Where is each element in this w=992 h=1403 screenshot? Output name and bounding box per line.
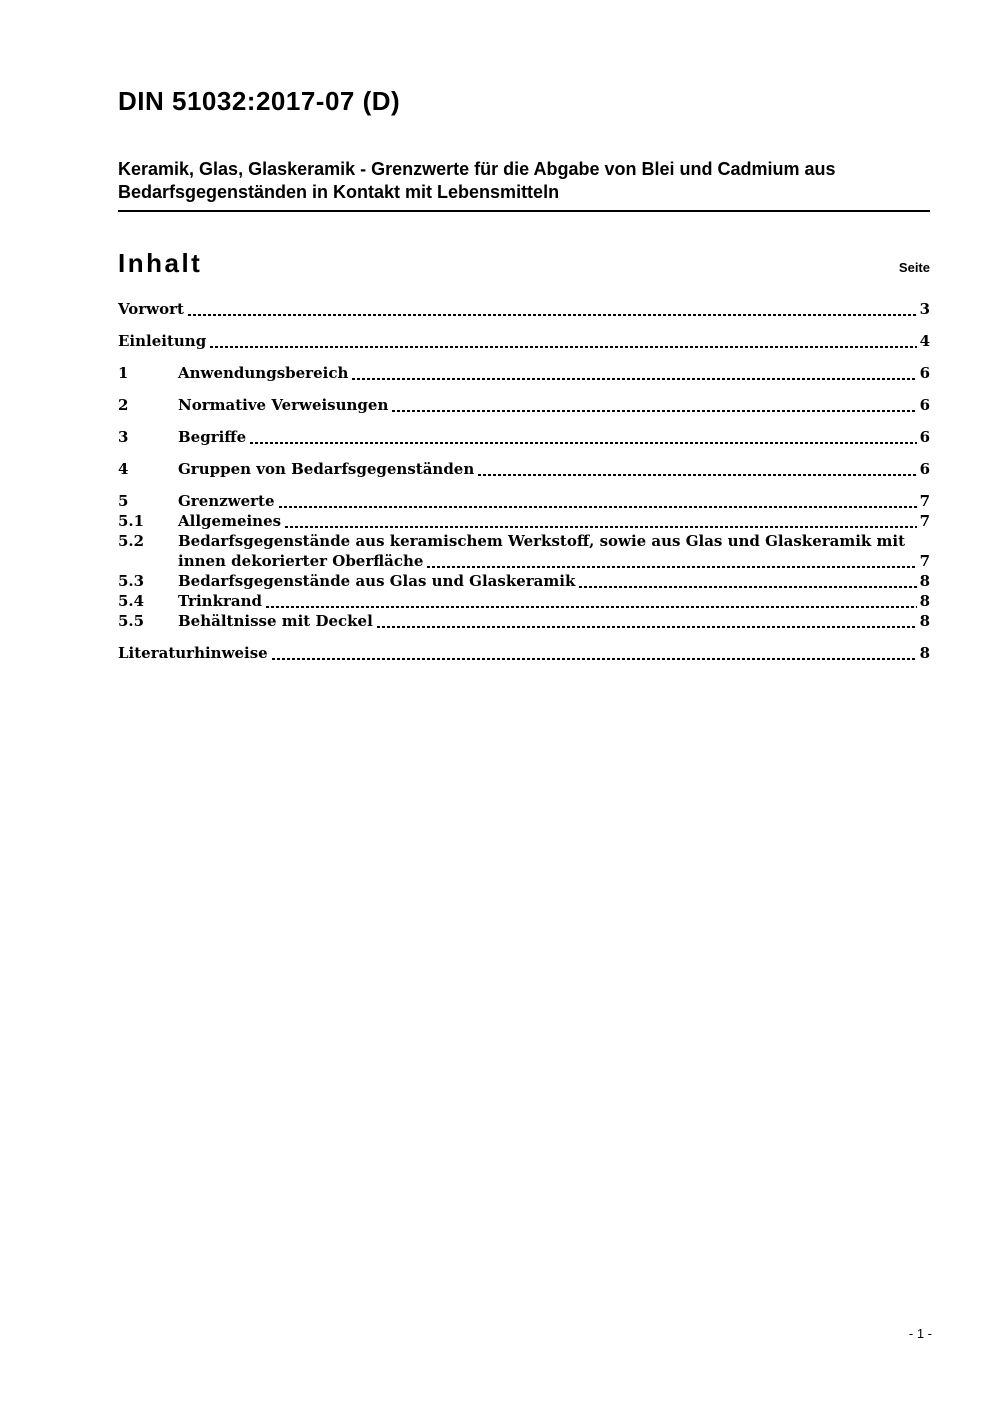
toc-entry xyxy=(118,643,930,663)
toc-entry-body xyxy=(178,427,930,447)
page-content xyxy=(118,0,930,663)
toc-entry-body xyxy=(178,491,930,511)
toc-entry-body xyxy=(178,395,930,415)
toc-entry-label: Bedarfsgegenstände aus keramischem Werkstoff, sowie aus Glas und Glaskeramik mit xyxy=(178,532,906,550)
toc-entry xyxy=(118,331,930,351)
toc-entry-page: 8 xyxy=(919,592,930,610)
dot-leader xyxy=(392,410,916,412)
toc-entry-body xyxy=(178,591,930,611)
toc-entry-body xyxy=(118,331,930,351)
toc-entry-number: 4 xyxy=(118,460,129,478)
toc-entry-body xyxy=(178,511,930,531)
toc-entry-body xyxy=(178,531,930,571)
toc-heading: Inhalt xyxy=(118,248,203,278)
toc-entry-body xyxy=(118,299,930,319)
toc-entry-number: 5 xyxy=(118,492,129,510)
dot-leader xyxy=(352,378,916,380)
page-number-footer: - 1 - xyxy=(908,1326,932,1341)
toc-entry-page: 8 xyxy=(919,572,930,590)
toc-entry-label: Begriffe xyxy=(178,428,247,446)
toc-entry-label: Vorwort xyxy=(118,300,184,318)
toc-entry-label: Behältnisse mit Deckel xyxy=(178,612,373,630)
toc-entry-label: Grenzwerte xyxy=(178,492,275,510)
toc-entry-label: Allgemeines xyxy=(178,512,282,530)
toc-entry-page: 6 xyxy=(919,364,930,382)
toc-entry-number: 5.4 xyxy=(118,592,145,610)
doc-number: DIN 51032:2017-07 (D) xyxy=(118,86,401,116)
toc-entry-continuation-line xyxy=(178,551,930,571)
toc-entry-body xyxy=(118,643,930,663)
toc-entry xyxy=(118,427,930,447)
toc-page-column-label: Seite xyxy=(898,260,930,275)
toc-entry xyxy=(118,611,930,631)
toc-entry xyxy=(118,511,930,531)
toc-entry-label: Gruppen von Bedarfsgegenständen xyxy=(178,460,475,478)
toc-entry-line xyxy=(178,459,930,479)
toc-entry-body xyxy=(178,611,930,631)
dot-leader xyxy=(272,658,917,660)
toc-entry-line xyxy=(178,611,930,631)
toc-entry xyxy=(118,491,930,511)
toc-entry xyxy=(118,299,930,319)
dot-leader xyxy=(266,606,917,608)
toc-entry-line xyxy=(178,591,930,611)
doc-title: Keramik, Glas, Glaskeramik - Grenzwerte für die Abgabe von Blei und Cadmium aus Bedarfsgegenständen in Kontakt mit Lebensmitteln xyxy=(118,158,930,212)
toc-entry-page: 6 xyxy=(919,460,930,478)
dot-leader xyxy=(210,346,916,348)
toc-entry-body xyxy=(178,459,930,479)
toc-entry-line xyxy=(178,363,930,383)
toc-entry-label: Literaturhinweise xyxy=(118,644,268,662)
toc-entry-page: 7 xyxy=(919,492,930,510)
toc-entry-page: 6 xyxy=(919,428,930,446)
toc-entry-number: 5.1 xyxy=(118,512,145,530)
toc-entry-page: 4 xyxy=(919,332,930,350)
toc-entry-number: 2 xyxy=(118,396,129,414)
toc-entry-page: 8 xyxy=(919,644,930,662)
dot-leader xyxy=(250,442,916,444)
toc-entry xyxy=(118,591,930,611)
toc-entry-line xyxy=(178,571,930,591)
toc-entry-page: 7 xyxy=(919,512,930,530)
toc-entry-label: Trinkrand xyxy=(178,592,262,610)
toc-entry-number: 5.2 xyxy=(118,532,145,550)
dot-leader xyxy=(478,474,916,476)
toc-entry xyxy=(118,459,930,479)
toc-entry xyxy=(118,531,930,571)
toc-list xyxy=(118,299,930,663)
toc-entry-line xyxy=(118,643,930,663)
toc-entry xyxy=(118,395,930,415)
toc-entry-line xyxy=(178,395,930,415)
toc-entry-number: 5.3 xyxy=(118,572,145,590)
toc-entry-line xyxy=(118,299,930,319)
toc-entry-line xyxy=(178,491,930,511)
toc-entry-number: 1 xyxy=(118,364,129,382)
toc-entry-label: innen dekorierter Oberfläche xyxy=(178,552,424,570)
toc-entry-page: 7 xyxy=(919,552,930,570)
toc-entry-page: 8 xyxy=(919,612,930,630)
toc-entry xyxy=(118,571,930,591)
toc-header xyxy=(118,248,930,283)
toc-entry-line xyxy=(178,511,930,531)
dot-leader xyxy=(427,566,916,568)
dot-leader xyxy=(285,526,916,528)
toc-entry-line xyxy=(118,331,930,351)
toc-entry-label: Einleitung xyxy=(118,332,207,350)
dot-leader xyxy=(377,626,917,628)
dot-leader xyxy=(579,586,916,588)
toc-entry-label: Anwendungsbereich xyxy=(178,364,349,382)
toc-entry-line xyxy=(178,531,930,551)
toc-entry-body xyxy=(178,363,930,383)
toc-entry-number: 3 xyxy=(118,428,129,446)
toc-entry-line xyxy=(178,427,930,447)
toc-entry-number: 5.5 xyxy=(118,612,145,630)
toc-entry-label: Bedarfsgegenstände aus Glas und Glaskeramik xyxy=(178,572,576,590)
toc-entry xyxy=(118,363,930,383)
toc-entry-body xyxy=(178,571,930,591)
toc-entry-page: 3 xyxy=(919,300,930,318)
toc-entry-label: Normative Verweisungen xyxy=(178,396,389,414)
toc-entry-page: 6 xyxy=(919,396,930,414)
dot-leader xyxy=(188,314,917,316)
dot-leader xyxy=(279,506,917,508)
